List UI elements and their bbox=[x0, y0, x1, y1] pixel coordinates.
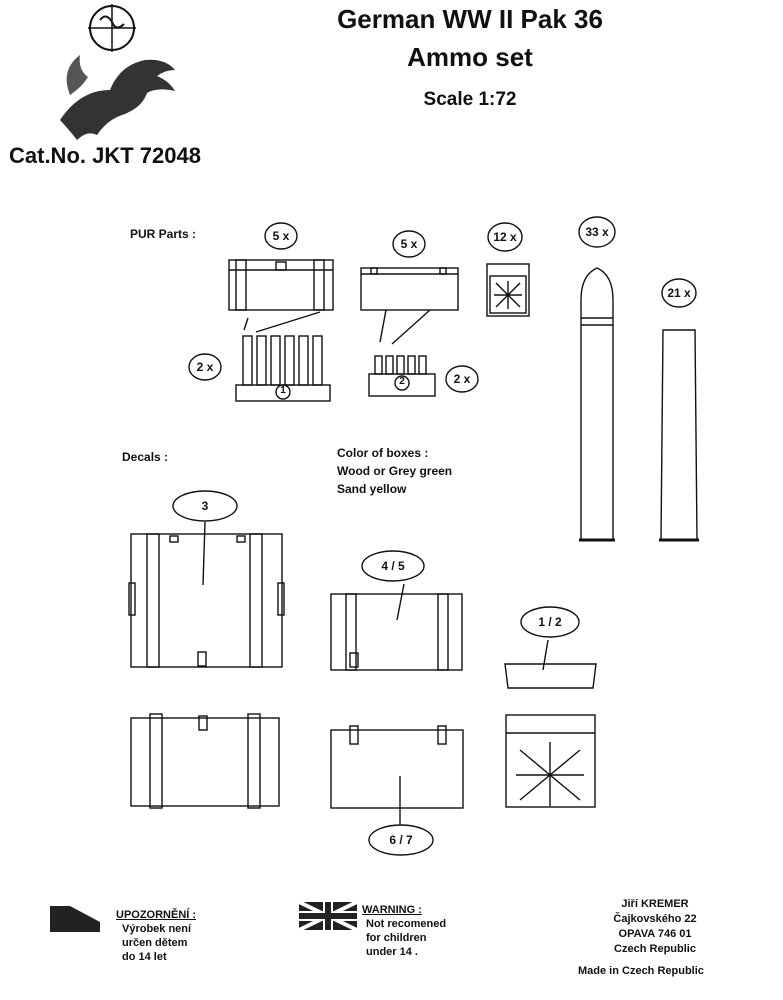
big-box-drawing bbox=[131, 534, 282, 667]
decals-label: Decals : bbox=[122, 450, 169, 464]
scale-label: Scale 1:72 bbox=[423, 89, 517, 110]
czech-warning-heading: UPOZORNĚNÍ : bbox=[116, 909, 197, 921]
page-title: German WW II Pak 36 bbox=[337, 4, 603, 34]
color-note-line2: Sand yellow bbox=[337, 482, 407, 496]
maker-street: Čajkovského 22 bbox=[613, 913, 697, 925]
rack-1-number: 1 bbox=[280, 385, 286, 396]
english-warning-line: for children bbox=[366, 932, 427, 944]
rack-2-number: 2 bbox=[399, 376, 405, 387]
qty-rack-1: 2 x bbox=[196, 360, 214, 374]
qty-casing: 21 x bbox=[667, 286, 691, 300]
lower-left-box-drawing bbox=[131, 718, 279, 806]
maker-country: Czech Republic bbox=[614, 943, 696, 955]
czech-warning-line: do 14 let bbox=[122, 951, 167, 963]
page-subtitle: Ammo set bbox=[407, 42, 533, 72]
czech-flag-icon bbox=[50, 906, 100, 932]
qty-shell: 33 x bbox=[585, 225, 609, 239]
maker-city: OPAVA 746 01 bbox=[618, 928, 692, 940]
english-warning-line: Not recomened bbox=[366, 918, 447, 930]
decal-callout-tray: 1 / 2 bbox=[538, 615, 562, 629]
qty-crate-small: 12 x bbox=[493, 230, 517, 244]
box-a-drawing bbox=[229, 260, 333, 310]
manufacturer-address bbox=[590, 897, 720, 957]
shell-drawing bbox=[581, 268, 613, 540]
english-warning-heading: WARNING : bbox=[362, 904, 422, 916]
lower-middle-box-drawing bbox=[331, 730, 463, 808]
made-in-label: Made in Czech Republic bbox=[578, 965, 704, 977]
decal-callout-medium-box: 4 / 5 bbox=[381, 559, 405, 573]
czech-warning-line: určen dětem bbox=[122, 937, 188, 949]
decal-callout-big-box: 3 bbox=[201, 499, 209, 513]
color-note-heading: Color of boxes : bbox=[337, 446, 429, 460]
decal-callout-lower-box: 6 / 7 bbox=[389, 833, 413, 847]
color-note-line1: Wood or Grey green bbox=[337, 464, 453, 478]
qty-box-b: 5 x bbox=[400, 237, 418, 251]
czech-warning-line: Výrobek není bbox=[122, 923, 192, 935]
qty-box-a: 5 x bbox=[272, 229, 290, 243]
english-warning bbox=[362, 903, 446, 959]
casing-drawing bbox=[661, 330, 697, 540]
czech-warning bbox=[116, 908, 196, 964]
tray-drawing bbox=[505, 664, 596, 688]
english-warning-line: under 14 . bbox=[366, 946, 418, 958]
catalog-number: Cat.No. JKT 72048 bbox=[9, 143, 201, 168]
maker-name: Jiří KREMER bbox=[621, 898, 689, 910]
uk-flag-icon bbox=[299, 902, 357, 930]
qty-rack-2: 2 x bbox=[453, 372, 471, 386]
pur-parts-label: PUR Parts : bbox=[130, 227, 197, 241]
